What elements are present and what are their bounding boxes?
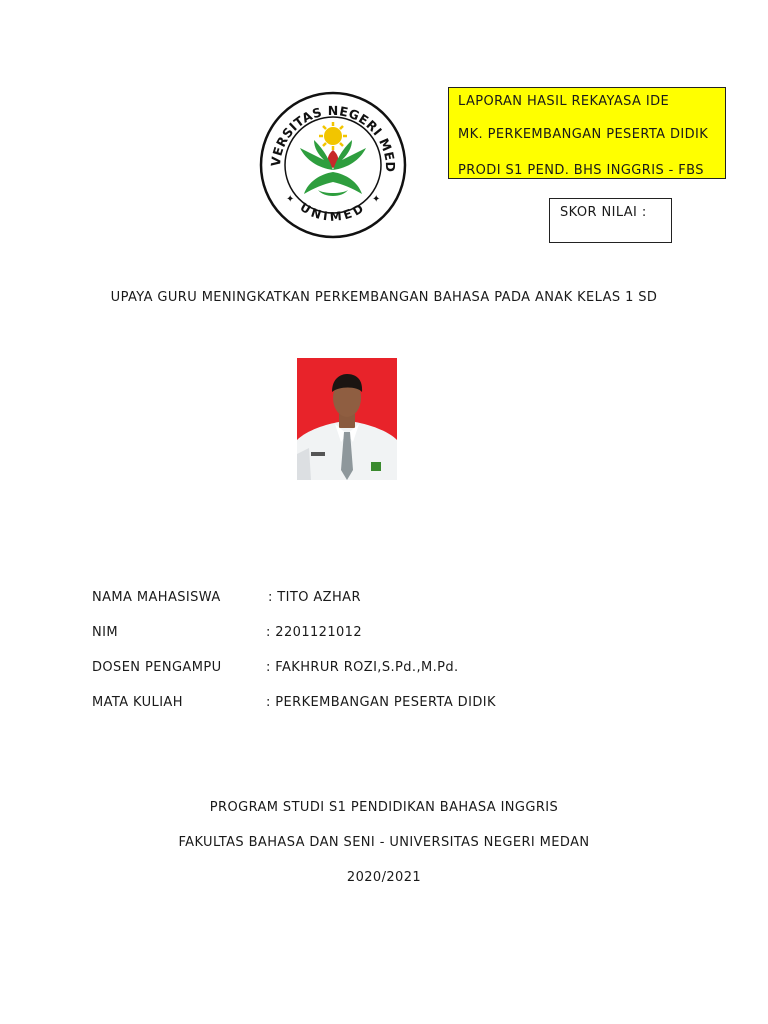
svg-text:UNIVERSITAS NEGERI MEDAN: VERSITAS NEGERI MED [267, 102, 399, 173]
footer-year: 2020/2021 [346, 870, 422, 885]
report-type: LAPORAN HASIL REKAYASA IDE [458, 94, 670, 109]
score-label: SKOR NILAI : [560, 205, 647, 220]
svg-text:UNIMED: UNIMED [297, 199, 369, 224]
student-id-label: NIM [92, 625, 118, 640]
course-name: MK. PERKEMBANGAN PESERTA DIDIK [458, 127, 709, 142]
footer-faculty: FAKULTAS BAHASA DAN SENI - UNIVERSITAS NEGERI MEDAN [178, 835, 590, 850]
study-program: PRODI S1 PEND. BHS INGGRIS - FBS [458, 163, 704, 178]
document-title: UPAYA GURU MENINGKATKAN PERKEMBANGAN BAHASA PADA ANAK KELAS 1 SD [110, 290, 658, 305]
footer-program: PROGRAM STUDI S1 PENDIDIKAN BAHASA INGGRIS [209, 800, 559, 815]
score-box [549, 198, 672, 243]
portrait-icon [297, 358, 397, 480]
student-name-label: NAMA MAHASISWA [92, 590, 221, 605]
course-label: MATA KULIAH [92, 695, 183, 710]
student-id-value: : 2201121012 [266, 625, 363, 640]
svg-text:✦: ✦ [372, 194, 381, 205]
lecturer-label: DOSEN PENGAMPU [92, 660, 222, 675]
unimed-seal-icon [258, 90, 408, 240]
svg-text:✦: ✦ [286, 194, 295, 205]
report-header-box [448, 87, 726, 179]
course-value: : PERKEMBANGAN PESERTA DIDIK [266, 695, 496, 710]
lecturer-value: : FAKHRUR ROZI,S.Pd.,M.Pd. [266, 660, 459, 675]
student-name-value: : TITO AZHAR [268, 590, 361, 605]
university-logo [258, 90, 408, 240]
student-photo [297, 358, 397, 480]
